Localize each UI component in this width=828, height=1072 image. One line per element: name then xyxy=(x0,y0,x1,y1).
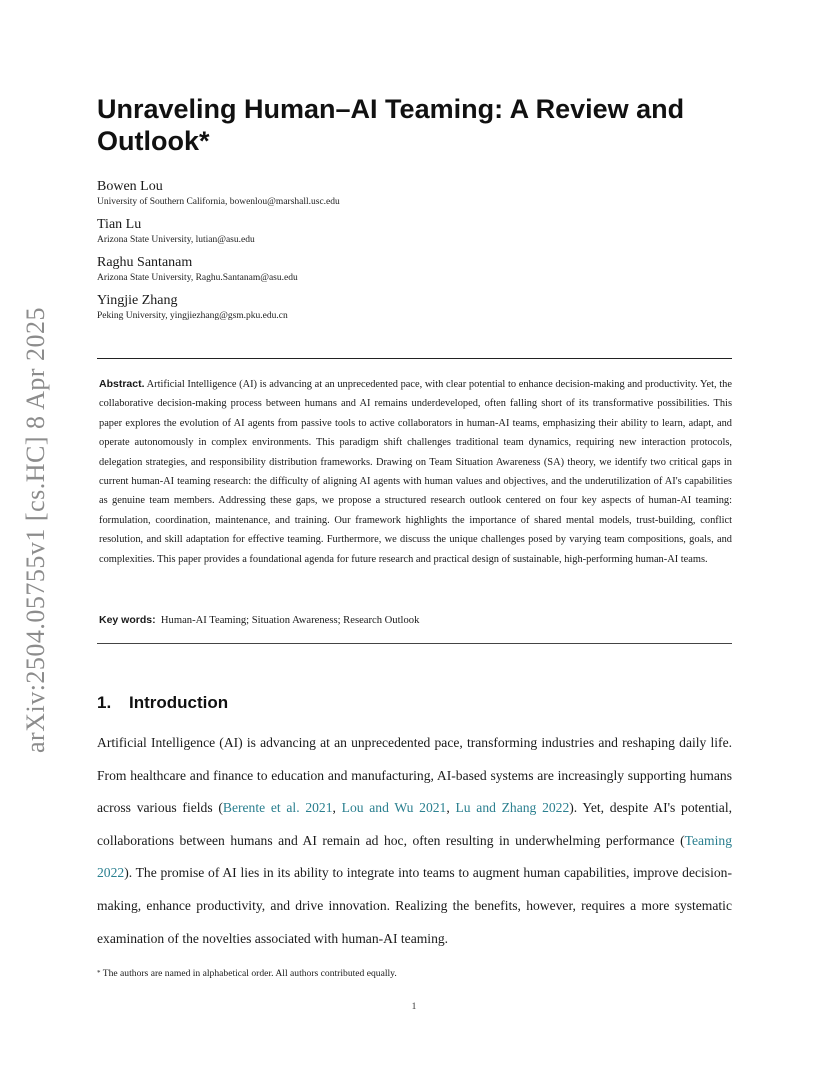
keywords-label: Key words: xyxy=(99,614,156,626)
abstract-bottom-rule xyxy=(97,643,732,644)
author-block xyxy=(97,216,737,247)
section-title: Introduction xyxy=(129,693,229,712)
keywords xyxy=(99,612,732,629)
intro-text: , xyxy=(332,800,342,816)
citation-link[interactable]: Lou and Wu 2021 xyxy=(341,800,447,816)
intro-text: , xyxy=(446,800,456,816)
citation-link[interactable]: Berente et al. 2021 xyxy=(222,800,333,816)
author-affiliation: Arizona State University, Raghu.Santanam@asu.edu xyxy=(97,273,298,283)
abstract xyxy=(99,375,732,569)
citation-link[interactable]: Lu and Zhang 2022 xyxy=(455,800,570,816)
author-block xyxy=(97,292,737,323)
arxiv-identifier-text: arXiv:2504.05755v1 [cs.HC] 8 Apr 2025 xyxy=(21,306,51,754)
abstract-label: Abstract. xyxy=(99,378,145,390)
author-affiliation: Arizona State University, lutian@asu.edu xyxy=(97,235,255,245)
arxiv-identifier-stamp xyxy=(14,290,58,770)
intro-text: ). Yet, despite AI's potential, collaborations between humans and AI remain ad hoc, often resulting in underwhelming performance ( xyxy=(97,800,733,848)
keywords-text: Human-AI Teaming; Situation Awareness; Research Outlook xyxy=(160,615,420,626)
section-number: 1. xyxy=(97,693,112,712)
section-heading xyxy=(97,692,228,714)
author-list xyxy=(97,178,737,330)
footnote xyxy=(97,967,732,981)
author-affiliation: Peking University, yingjiezhang@gsm.pku.edu.cn xyxy=(97,311,288,321)
author-name: Tian Lu xyxy=(97,217,142,232)
citation-link[interactable]: Teaming 2022 xyxy=(97,832,732,881)
abstract-top-rule xyxy=(97,358,732,359)
author-block xyxy=(97,254,737,285)
author-block xyxy=(97,178,737,209)
author-affiliation: University of Southern California, bowenlou@marshall.usc.edu xyxy=(97,197,340,207)
footnote-text: The authors are named in alphabetical order. All authors contributed equally. xyxy=(102,968,397,979)
author-name: Bowen Lou xyxy=(97,179,163,194)
footnote-mark: * xyxy=(97,969,101,977)
author-name: Yingjie Zhang xyxy=(97,293,178,308)
intro-text: Artificial Intelligence (AI) is advancing at an unprecedented pace, transforming industries and reshaping daily life. From healthcare and finance to education and manufacturing, AI-based systems are increasingly supporting humans across various fields ( xyxy=(97,735,732,816)
intro-text: ). The promise of AI lies in its ability to integrate into teams to augment human capabilities, improve decision-making, enhance productivity, and drive innovation. Realizing the benefits, however, requires a more systematic examination of the novelties associated with human-AI teaming. xyxy=(97,865,732,946)
page-number: 1 xyxy=(411,1002,417,1012)
abstract-text: Artificial Intelligence (AI) is advancing at an unprecedented pace, with clear potential to enhance decision-making and productivity. Yet, the collaborative decision-making process between humans and AI remains underdeveloped, often falling short of its transformative possibilities. This paper explores the evolution of AI agents from passive tools to active collaborators in human-AI teams, emphasizing their ability to learn, adapt, and operate autonomously in complex environments. This paradigm shift challenges traditional team dynamics, requiring new interaction protocols, delegation strategies, and responsibility distribution frameworks. Drawing on Team Situation Awareness (SA) theory, we identify two critical gaps in current human-AI teaming research: the difficulty of aligning AI agents with human values and objectives, and the underutilization of AI's capabilities as genuine team members. Addressing these gaps, we propose a structured research outlook centered on four key aspects of human-AI teaming: formulation, coordination, maintenance, and training. Our framework highlights the importance of shared mental models, trust-building, conflict resolution, and skill adaptation for effective teaming. Furthermore, we discuss the unique challenges posed by varying team compositions, goals, and complexities. This paper provides a foundational agenda for future research and practical design of sustainable, high-performing human-AI teams. xyxy=(99,379,732,565)
author-name: Raghu Santanam xyxy=(97,255,193,270)
paper-title: Unraveling Human–AI Teaming: A Review and Outlook* xyxy=(97,94,685,156)
introduction-paragraph xyxy=(97,727,732,955)
